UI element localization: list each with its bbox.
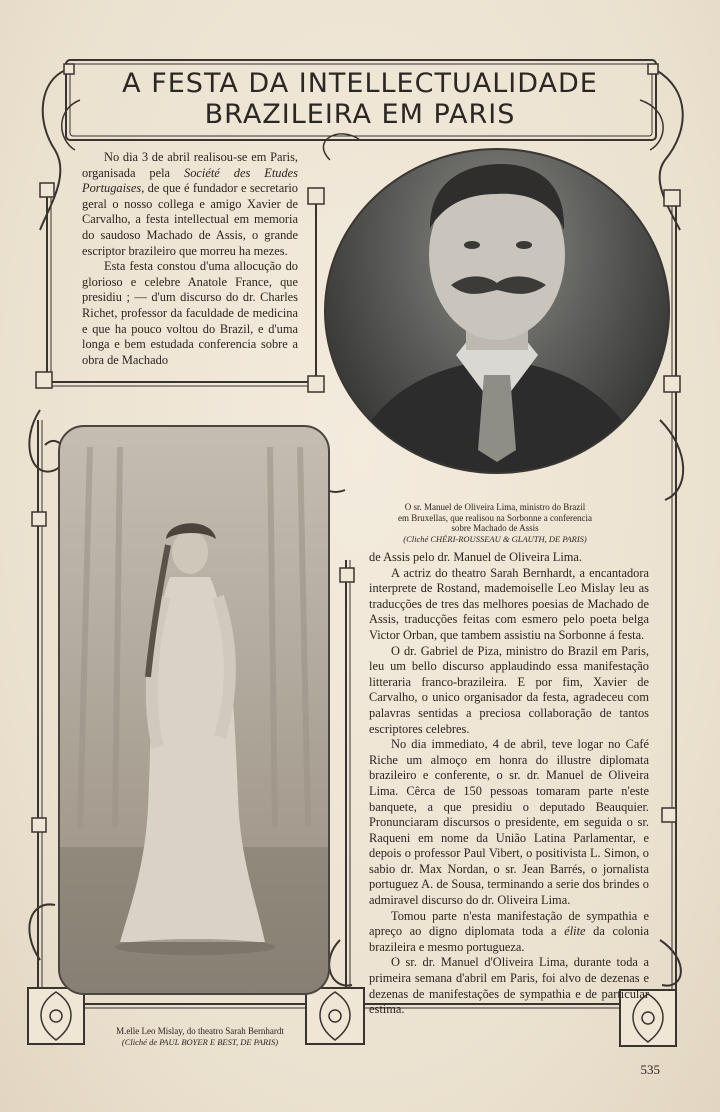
paragraph-text: da colonia brazileira e mesmo portugueza. <box>369 924 649 954</box>
title-line-1: A FESTA DA INTELLECTUALIDADE <box>122 68 598 99</box>
article-column-right <box>369 550 649 1018</box>
caption-line: sobre Machado de Assis <box>451 523 539 533</box>
photo-credit: (Cliché de PAUL BOYER E BEST, DE PARIS) <box>121 1037 279 1047</box>
paragraph-text: No dia 3 de abril realisou-se em Paris, organisada pela <box>82 150 298 180</box>
paragraph <box>369 909 649 956</box>
actress-photo-leo-mislay <box>58 425 330 995</box>
actress-figure <box>60 427 328 993</box>
caption-line: em Bruxellas, que realisou na Sorbonne a conferencia <box>398 512 592 523</box>
caption-line: O sr. Manuel de Oliveira Lima, ministro do Brazil <box>404 502 586 512</box>
article-title <box>80 68 640 130</box>
paragraph: O dr. Gabriel de Piza, ministro do Brazil em Paris, leu um bello discurso applaudindo essa manifestação litteraria franco-brazileira. E por fim, Xavier de Carvalho, o unico organisador da festa, agradeceu com palavras sentidas a preciosa collaboração de tantos escriptores celebres. <box>369 643 649 736</box>
paragraph <box>82 150 298 259</box>
paragraph: Esta festa constou d'uma allocução do glorioso e celebre Anatole France, que presidiu ; — d'um discurso do dr. Charles Richet, professor da faculdade de medicina e que ha pouco voltou do Brazil, e d'uma longa e bem estudada conferencia sobre a obra de Machado <box>82 259 298 367</box>
paragraph: No dia immediato, 4 de abril, teve logar no Café Riche um almoço em honra do illustre diplomata brazileiro e conferente, o sr. dr. Manuel de Oliveira Lima. Cêrca de 150 pessoas tomaram parte n'este banquete, a que presidiu o deputado Beauquier. Pronunciaram discursos o presidente, em seguida o sr. Raqueni em nome da União Latina Parlamentar, e depois o professor Paul Vibert, o positivista L. Simon, o sabio dr. Max Nordan, o sr. Jean Barrés, o jornalista portuguez A. de Sousa, terminando a serie dos brindes o admiravel discurso do dr. Oliveira Lima. <box>369 737 649 908</box>
portrait-photo-oliveira-lima <box>324 148 670 474</box>
paragraph-text: de que é fundador e secretario geral o nosso collega e amigo Xavier de Carvalho, a festa intellectual em memoria do saudoso Machado de Assis, o grande escriptor brazileiro que morreu ha mezes. <box>82 181 298 258</box>
portrait-figure <box>326 150 668 472</box>
page-number: 535 <box>640 1062 660 1077</box>
paragraph-text: Tomou parte n'esta manifestação de sympathia e apreço ao digno diplomata toda a <box>369 908 649 939</box>
title-line-2: BRAZILEIRA EM PARIS <box>204 99 516 130</box>
photo-credit: (Cliché CHÉRI-ROUSSEAU & GLAUTH, DE PARIS) <box>403 533 587 544</box>
paragraph: de Assis pelo dr. Manuel de Oliveira Lima. <box>369 550 583 564</box>
italic-word: élite <box>564 924 586 939</box>
portrait-caption <box>345 502 645 544</box>
caption-line: M.elle Leo Mislay, do theatro Sarah Bernhardt <box>116 1026 284 1036</box>
actress-caption <box>60 1026 340 1048</box>
article-column-left <box>82 150 298 368</box>
journal-name: Société des Etudes Portugaises, <box>82 165 298 196</box>
paragraph: A actriz do theatro Sarah Bernhardt, a encantadora interprete de Rostand, mademoiselle Leo Mislay leu as traducções de tres das melhores poesias de Machado de Assis, traducções feitas com esmero pelo poeta belga Victor Orban, que tambem assistiu na Sorbonne á festa. <box>369 565 649 642</box>
paragraph: O sr. dr. Manuel d'Oliveira Lima, durante toda a primeira semana d'abril em Paris, foi alvo de dezenas e dezenas de manifestações de sympathia e de particular estima. <box>369 955 649 1017</box>
